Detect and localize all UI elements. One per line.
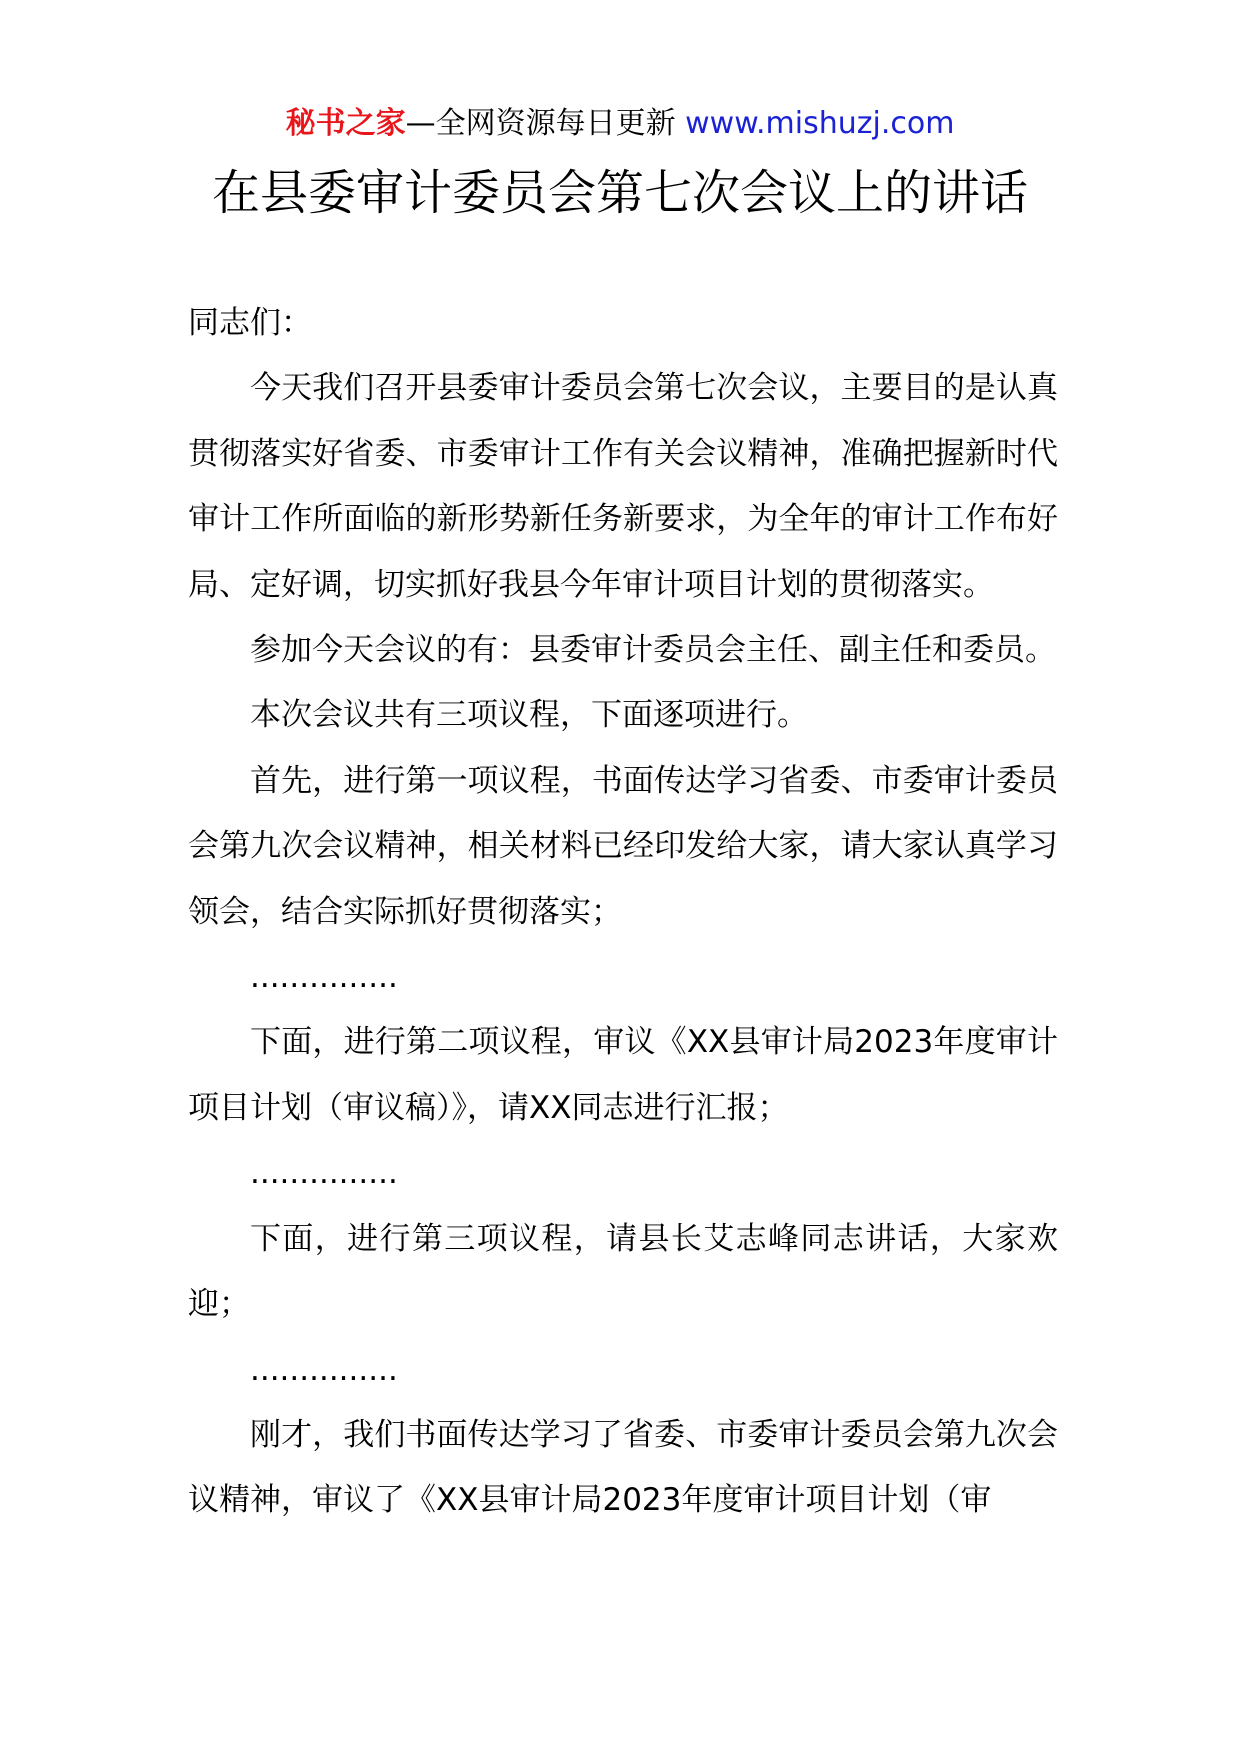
- ellipsis-line: ...............: [250, 1351, 398, 1388]
- paragraph: 下面，进行第二项议程，审议《XX县审计局2023年度审计项目计划（审议稿）》，请XX同志进行汇报；: [188, 1024, 1058, 1126]
- paragraph: 首先，进行第一项议程，书面传达学习省委、市委审计委员会第九次会议精神，相关材料已经印发给大家，请大家认真学习领会，结合实际抓好贯彻落实；: [188, 762, 1058, 930]
- paragraph: 今天我们召开县委审计委员会第七次会议，主要目的是认真贯彻落实好省委、市委审计工作有关会议精神，准确把握新时代审计工作所面临的新形势新任务新要求，为全年的审计工作布好局、定好调，切实抓好我县今年审计项目计划的贯彻落实。: [188, 370, 1058, 603]
- ellipsis-line: ...............: [250, 1155, 398, 1192]
- paragraph: 下面，进行第三项议程，请县长艾志峰同志讲话，大家欢迎；: [188, 1220, 1058, 1323]
- ellipsis-line: ...............: [250, 959, 398, 996]
- document-title: 在县委审计委员会第七次会议上的讲话: [211, 165, 1028, 221]
- brand-name: 秘书之家: [285, 106, 406, 141]
- watermark-header: [0, 100, 1240, 148]
- paragraph: 参加今天会议的有：县委审计委员会主任、副主任和委员。: [250, 632, 1056, 669]
- document-body: [188, 291, 1058, 1534]
- site-url-link[interactable]: www.mishuzj.com: [685, 106, 955, 141]
- header-tagline: —全网资源每日更新: [405, 106, 686, 141]
- salutation: 同志们：: [188, 305, 312, 341]
- paragraph: 刚才，我们书面传达学习了省委、市委审计委员会第九次会议精神，审议了《XX县审计局2023年度审计项目计划（审: [188, 1416, 1058, 1519]
- paragraph: 本次会议共有三项议程，下面逐项进行。: [250, 697, 808, 734]
